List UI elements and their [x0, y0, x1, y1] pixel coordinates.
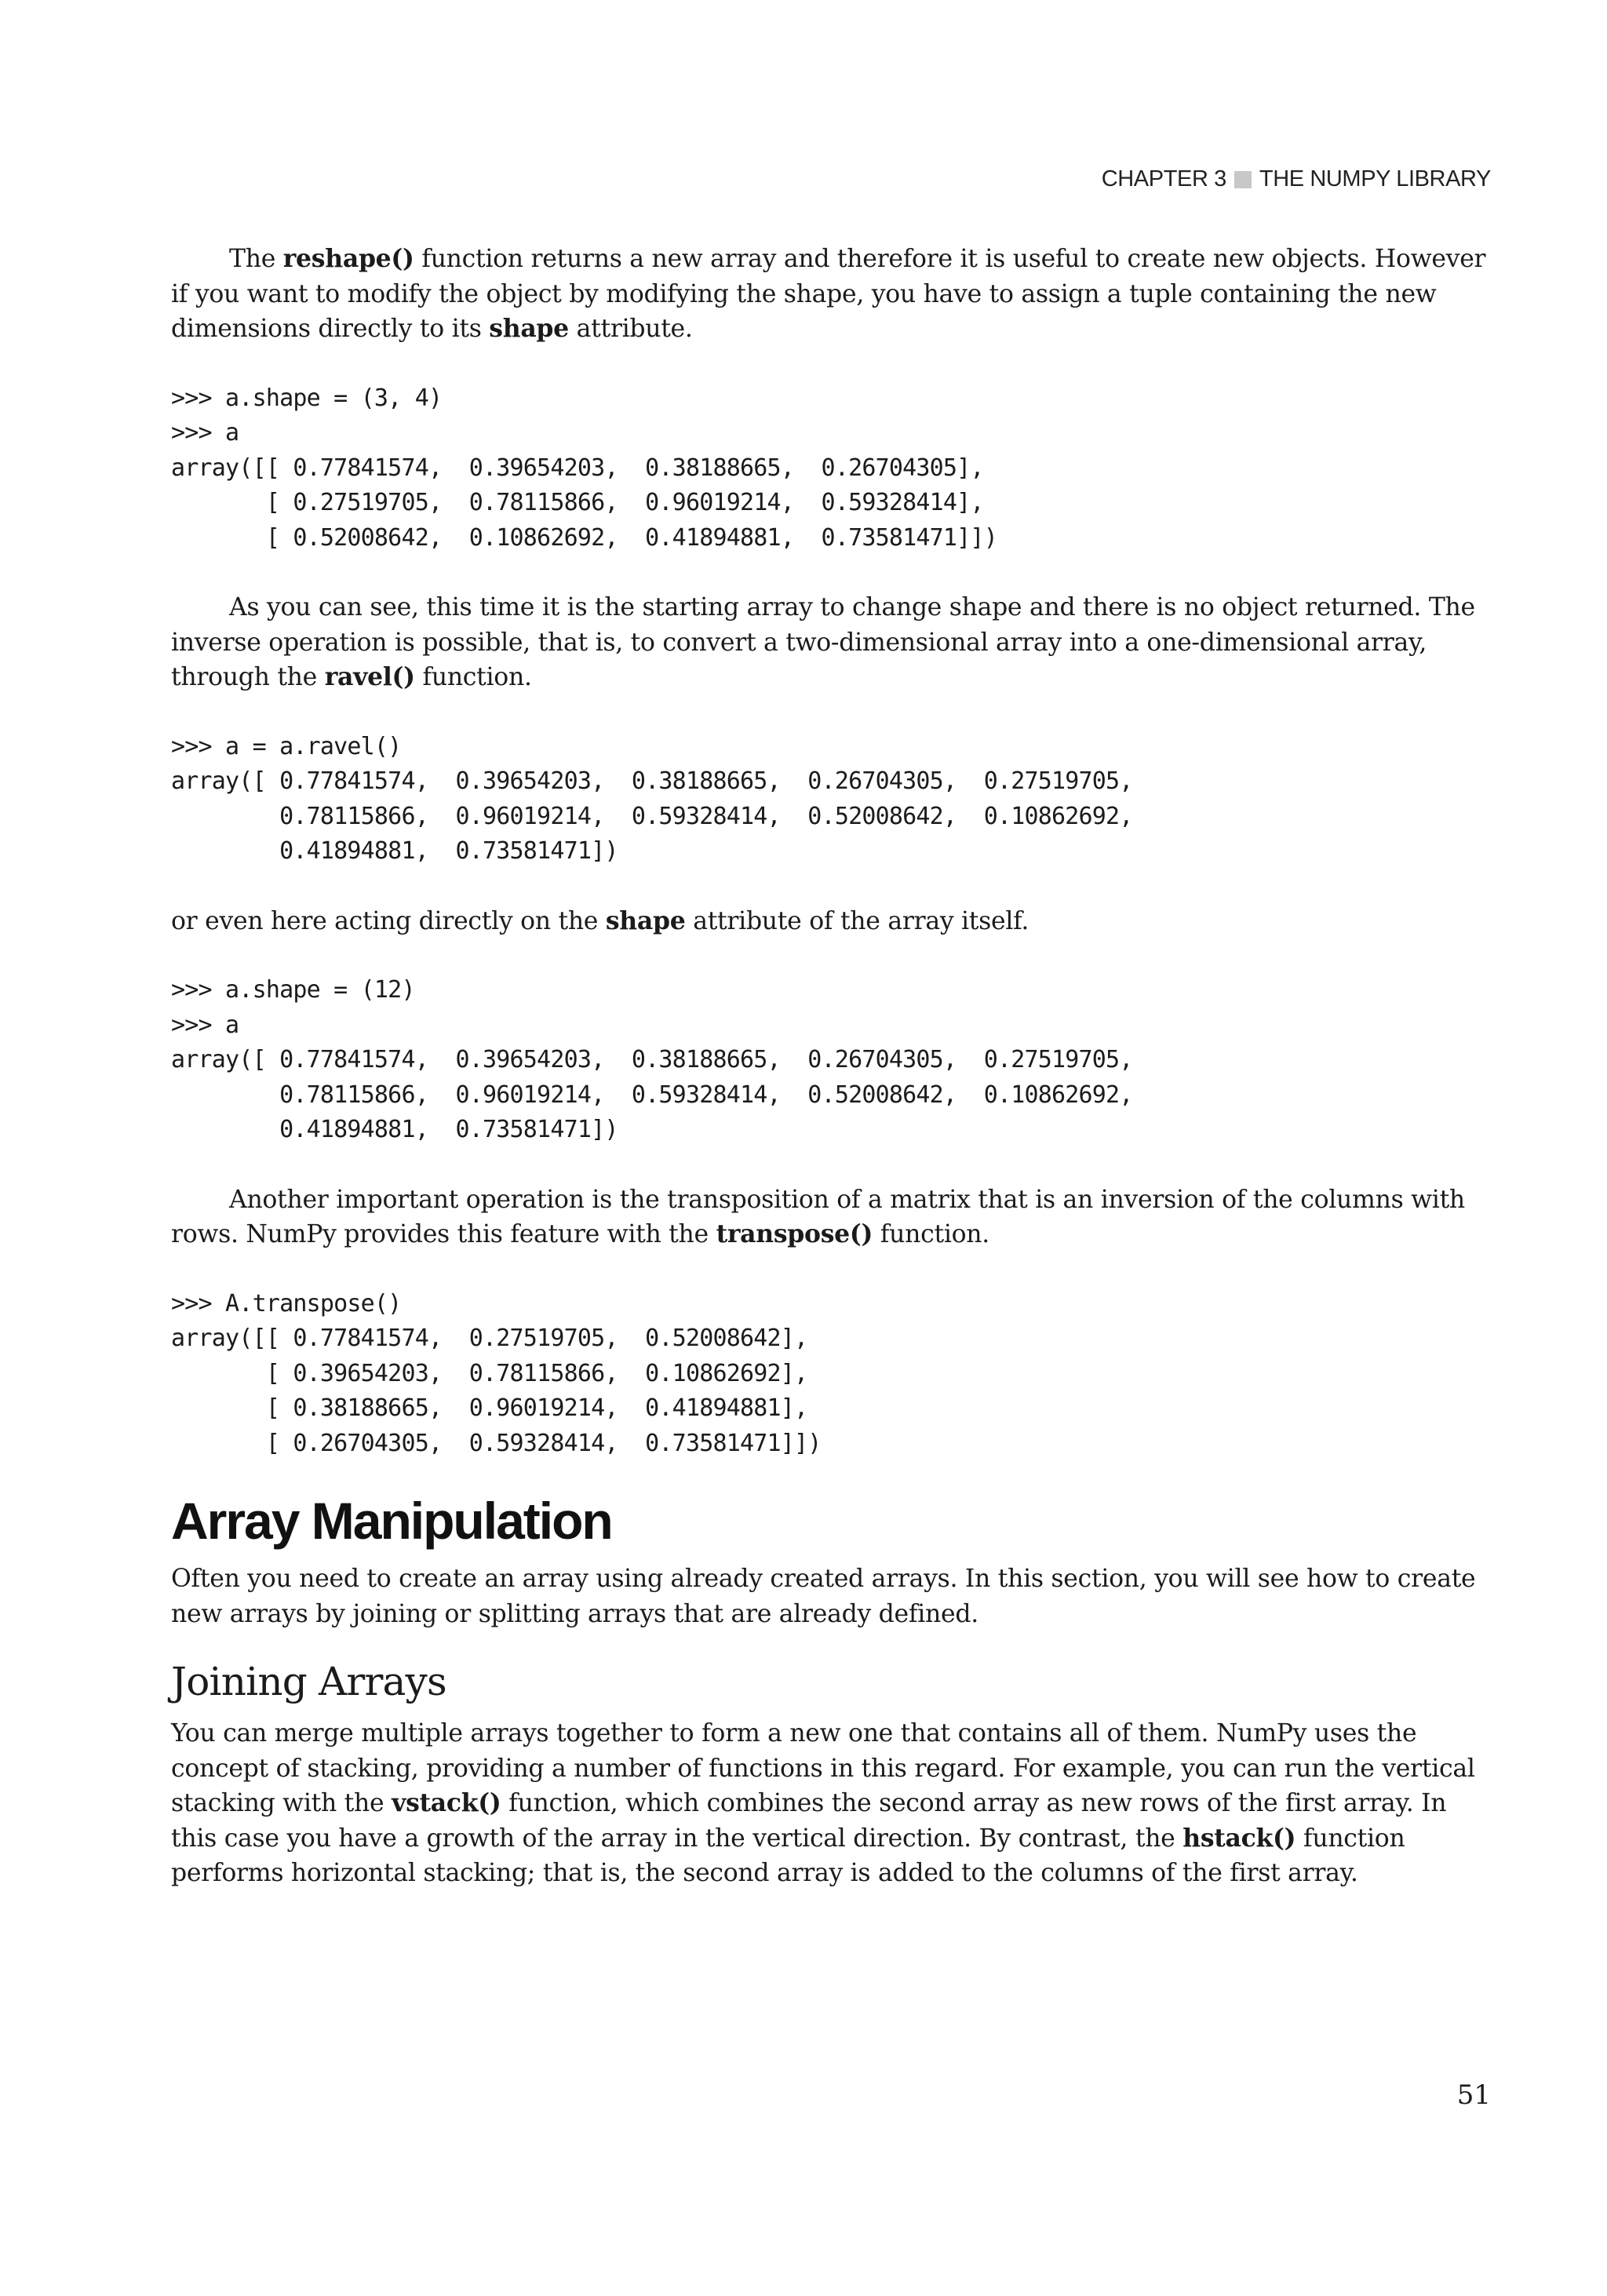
code-term-vstack: vstack(): [392, 1788, 501, 1817]
paragraph-joining-arrays: You can merge multiple arrays together to form a new one that contains all of them. NumPy uses the concept of stacking, providing a number of functions in this regard. For example, you can run the vertical stacking with the vstack() function, which combines the second array as new rows of the first array. In this case you have a growth of the array in the vertical direction. By contrast, the hstack() function performs horizontal stacking; that is, the second array is added to the columns of the first array.: [171, 1719, 1475, 1887]
code-term-hstack: hstack(): [1182, 1823, 1296, 1853]
code-block-ravel: >>> a = a.ravel() array([ 0.77841574, 0.39654203, 0.38188665, 0.26704305, 0.27519705, 0.78115866, 0.96019214, 0.59328414, 0.52008642, 0.10862692, 0.41894881, 0.73581471]): [171, 732, 1133, 865]
code-term-transpose: transpose(): [716, 1219, 873, 1248]
running-header: [1102, 166, 1491, 192]
chapter-label: CHAPTER 3: [1101, 166, 1226, 191]
subsection-heading: Joining Arrays: [171, 1659, 446, 1704]
paragraph-reshape: The reshape() function returns a new array and therefore it is useful to create new objects. However if you want to modify the object by modifying the shape, you have to assign a tuple containing the new dimensions directly to its shape attribute.: [171, 244, 1486, 343]
paragraph-array-manipulation: Often you need to create an array using already created arrays. In this section, you will see how to create new arrays by joining or splitting arrays that are already defined.: [171, 1565, 1476, 1628]
page-body: [171, 242, 1489, 1891]
paragraph-shape-attribute: or even here acting directly on the shape attribute of the array itself.: [171, 906, 1029, 935]
paragraph-ravel: As you can see, this time it is the starting array to change shape and there is no object returned. The inverse operation is possible, that is, to convert a two-dimensional array into a one-dimensional array, through the ravel() function.: [171, 593, 1475, 691]
code-block-transpose: >>> A.transpose() array([[ 0.77841574, 0.27519705, 0.52008642], [ 0.39654203, 0.78115866, 0.10862692], [ 0.38188665, 0.96019214, 0.41894881], [ 0.26704305, 0.59328414, 0.73581471]]): [171, 1289, 822, 1457]
page-number: 51: [1456, 2079, 1491, 2111]
code-block-shape: >>> a.shape = (12) >>> a array([ 0.77841574, 0.39654203, 0.38188665, 0.26704305, 0.27519705, 0.78115866, 0.96019214, 0.59328414, 0.52008642, 0.10862692, 0.41894881, 0.73581471]): [171, 976, 1133, 1143]
code-term-reshape: reshape(): [282, 244, 414, 273]
header-separator-square: [1234, 171, 1252, 188]
code-block-reshape: >>> a.shape = (3, 4) >>> a array([[ 0.77841574, 0.39654203, 0.38188665, 0.26704305], [ 0.27519705, 0.78115866, 0.96019214, 0.59328414], [ 0.52008642, 0.10862692, 0.41894881, 0.73581471]]): [171, 384, 997, 552]
code-term-ravel: ravel(): [324, 662, 415, 691]
code-term-shape-2: shape: [605, 906, 686, 935]
chapter-title: THE NUMPY LIBRARY: [1259, 166, 1491, 191]
code-term-shape: shape: [489, 314, 569, 343]
section-heading: Array Manipulation: [171, 1492, 612, 1550]
paragraph-transpose: Another important operation is the transposition of a matrix that is an inversion of the columns with rows. NumPy provides this feature with the transpose() function.: [171, 1185, 1465, 1248]
